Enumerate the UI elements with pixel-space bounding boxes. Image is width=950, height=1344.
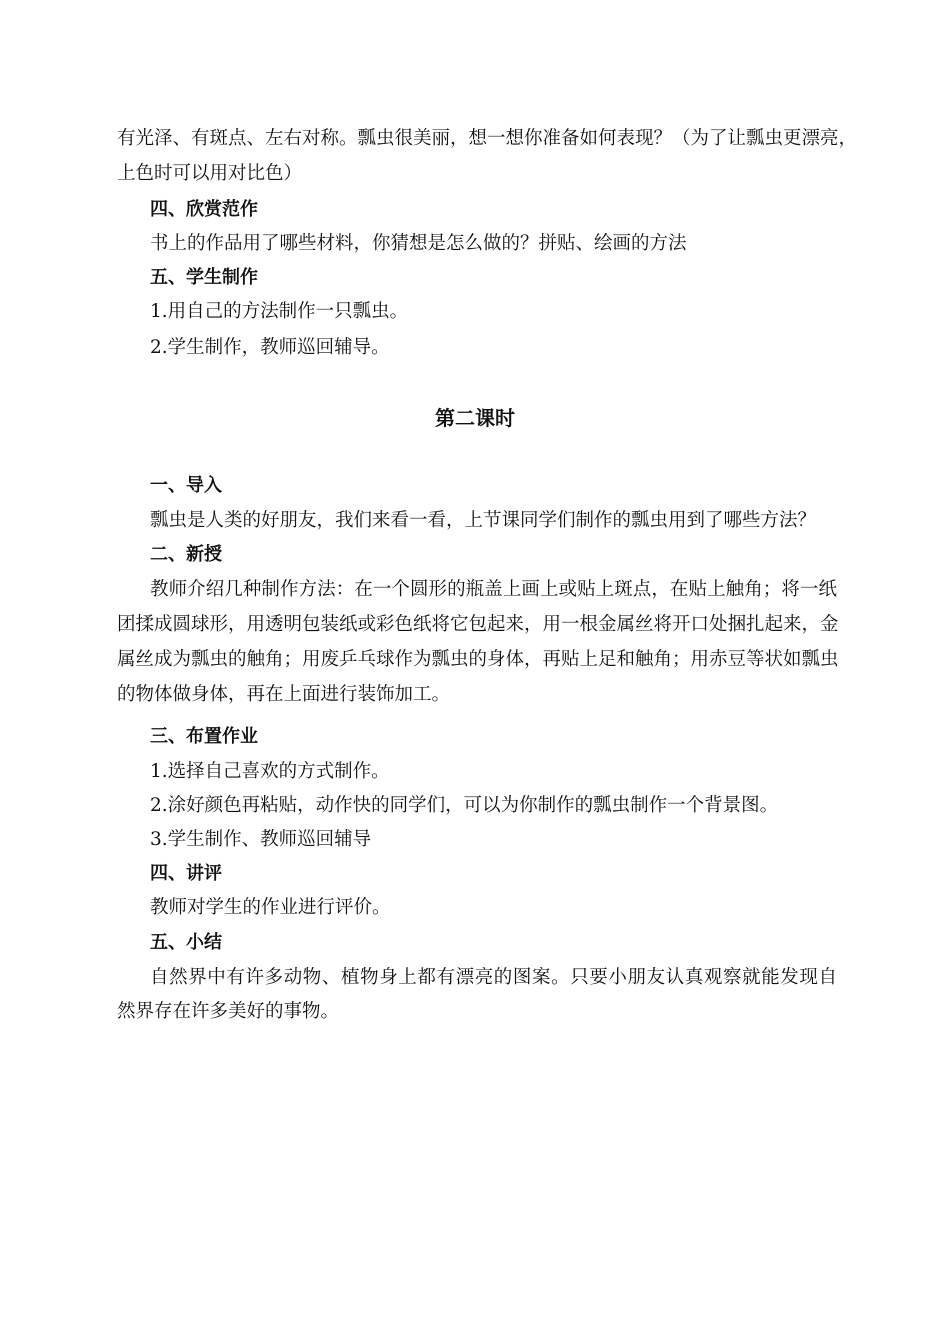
section-heading: 四、欣赏范作 [150,199,258,220]
section-heading: 五、学生制作 [150,267,258,288]
paragraph-line: 瓢虫是人类的好朋友，我们来看一看，上节课同学们制作的瓢虫用到了哪些方法？ [150,510,817,531]
lesson-title: 第二课时 [435,406,515,430]
section-heading: 四、讲评 [150,863,222,884]
section-heading: 三、布置作业 [150,726,258,747]
list-item: 1.选择自己喜欢的方式制作。 [150,761,390,782]
list-item: 3.学生制作、教师巡回辅导 [150,829,372,850]
section-heading: 一、导入 [150,475,222,496]
paragraph-line: 自然界中有许多动物、植物身上都有漂亮的图案。只要小朋友认真观察就能发现自 [150,967,837,988]
paragraph-line: 有光泽、有斑点、左右对称。瓢虫很美丽，想一想你准备如何表现？（为了让瓢虫更漂亮， [117,128,858,149]
paragraph-line: 书上的作品用了哪些材料，你猜想是怎么做的？拼贴、绘画的方法 [150,233,687,254]
paragraph-line: 教师介绍几种制作方法：在一个圆形的瓶盖上画上或贴上斑点，在贴上触角；将一纸 [150,579,837,600]
list-item: 2.涂好颜色再粘贴，动作快的同学们，可以为你制作的瓢虫制作一个背景图。 [150,795,779,816]
paragraph-line: 然界存在许多美好的事物。 [117,1001,340,1022]
list-item: 1.用自己的方法制作一只瓢虫。 [150,301,409,322]
paragraph-line: 教师对学生的作业进行评价。 [150,897,391,918]
paragraph-line: 的物体做身体，再在上面进行装饰加工。 [117,684,451,705]
paragraph-line: 团揉成圆球形，用透明包装纸或彩色纸将它包起来，用一根金属丝将开口处捆扎起来，金 [117,614,839,635]
section-heading: 二、新授 [150,544,222,565]
paragraph-line: 属丝成为瓢虫的触角；用废乒乓球作为瓢虫的身体，再贴上足和触角；用赤豆等状如瓢虫 [117,649,839,670]
list-item: 2.学生制作，教师巡回辅导。 [150,337,390,358]
section-heading: 五、小结 [150,932,222,953]
paragraph-line: 上色时可以用对比色） [117,163,303,184]
